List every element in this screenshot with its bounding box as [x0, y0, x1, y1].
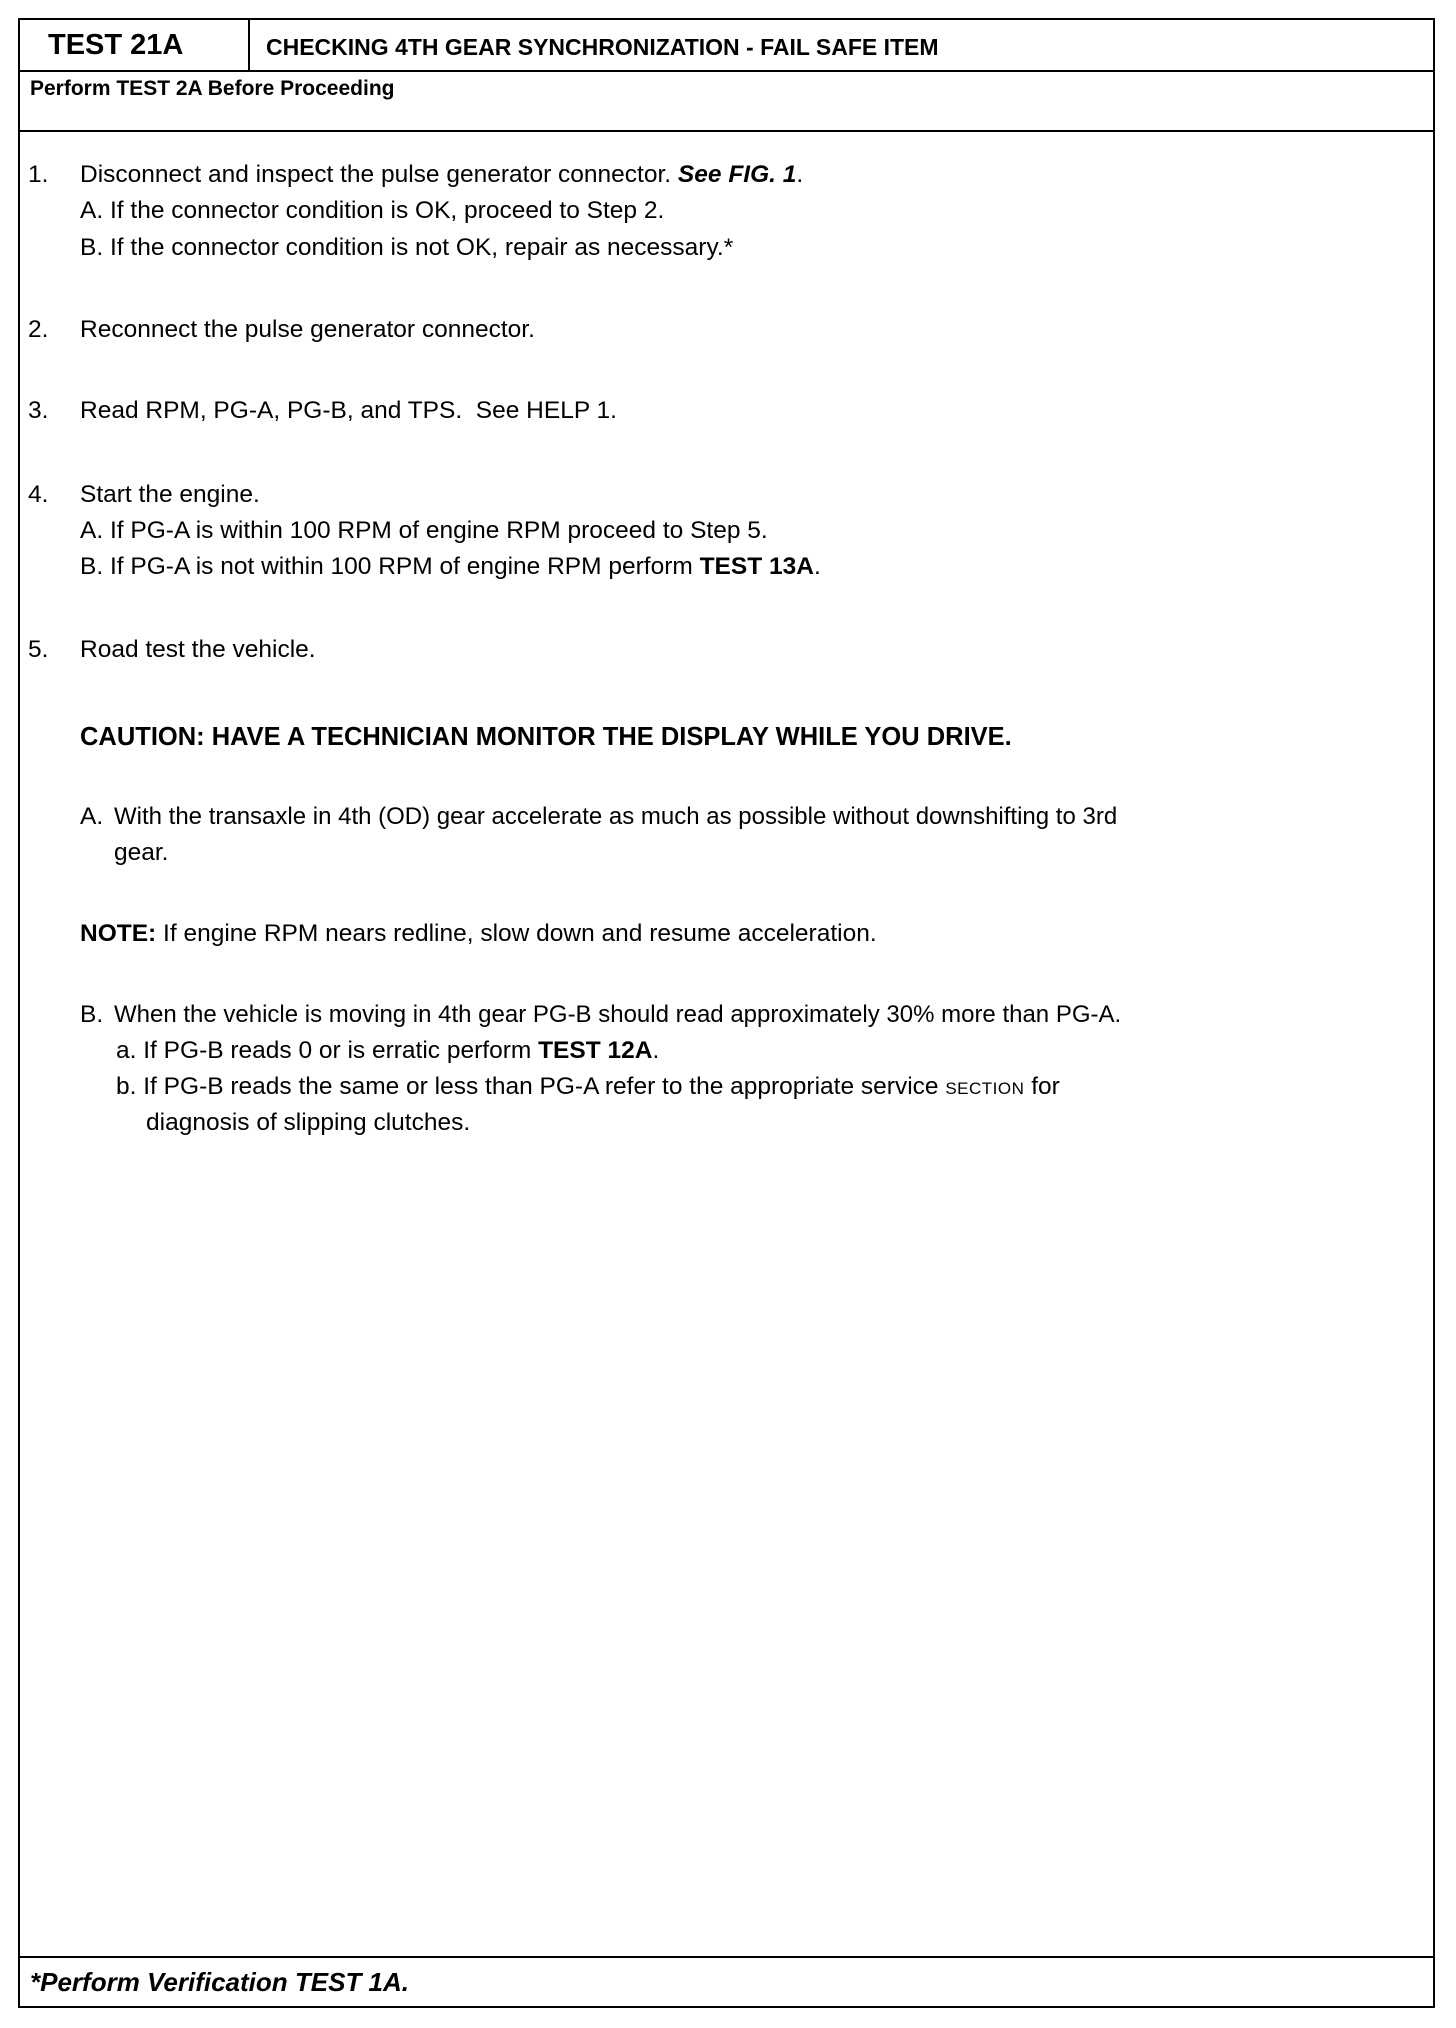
step-4b [80, 552, 821, 582]
verification-footer: *Perform Verification TEST 1A. [20, 1956, 1433, 2006]
step-1a-label: A. [80, 197, 104, 224]
test-13a-reference: TEST 13A [699, 553, 814, 580]
test-title: CHECKING 4TH GEAR SYNCHRONIZATION - FAIL SAFE ITEM [266, 34, 939, 60]
step-4b-text: If PG-A is not within 100 RPM of engine RPM perform [109, 553, 693, 580]
step-5-number: 5. [28, 636, 49, 663]
step-4-number: 4. [28, 481, 49, 508]
figure-reference: See FIG. 1 [677, 161, 797, 188]
step-4-text: Start the engine. [80, 481, 260, 508]
note-label: NOTE: [80, 920, 157, 947]
section-word: SECTION [945, 1079, 1025, 1098]
step-2-number: 2. [28, 316, 49, 343]
step-1b-text: If the connector condition is not OK, repair as necessary.* [109, 234, 734, 261]
step-5-text: Road test the vehicle. [80, 636, 316, 663]
step-5b-b [116, 1072, 1060, 1104]
step-2-text: Reconnect the pulse generator connector. [80, 316, 535, 343]
step-1-end: . [796, 161, 804, 188]
step-1b-label: B. [80, 234, 104, 261]
step-5b-a [116, 1036, 659, 1066]
step-3-number: 3. [28, 397, 49, 424]
header-row [20, 20, 1433, 72]
step-1b [80, 233, 733, 263]
step-3-text: Read RPM, PG-A, PG-B, and TPS. See HELP 1. [80, 397, 617, 424]
caution-note: CAUTION: HAVE A TECHNICIAN MONITOR THE DISPLAY WHILE YOU DRIVE. [80, 723, 1012, 751]
step-5b-text: When the vehicle is moving in 4th gear PG-B should read approximately 30% more than PG-A. [114, 1001, 1122, 1028]
procedure-body [20, 132, 1433, 1946]
step-5b-b-text: If PG-B reads the same or less than PG-A refer to the appropriate service [143, 1073, 939, 1100]
step-5b-a-end: . [652, 1037, 660, 1064]
test-procedure-sheet [18, 18, 1435, 2008]
step-5b-a-label: a. [116, 1037, 137, 1064]
step-4a-label: A. [80, 517, 104, 544]
step-4b-label: B. [80, 553, 104, 580]
prerequisite-note: Perform TEST 2A Before Proceeding [20, 72, 1433, 132]
step-1-number: 1. [28, 161, 49, 188]
step-5b-b-label: b. [116, 1073, 137, 1100]
step-4a-text: If PG-A is within 100 RPM of engine RPM proceed to Step 5. [109, 517, 768, 544]
step-1a-text: If the connector condition is OK, proceed to Step 2. [109, 197, 665, 224]
step-5b-b-text-end: for [1031, 1073, 1060, 1100]
step-5b-a-text: If PG-B reads 0 or is erratic perform [143, 1037, 532, 1064]
step-5b-b-text-cont: diagnosis of slipping clutches. [146, 1109, 471, 1136]
step-4b-end: . [813, 553, 821, 580]
step-1-text: Disconnect and inspect the pulse generator connector. [80, 161, 672, 188]
step-5b-label: B. [80, 1001, 104, 1028]
step-5a-text: With the transaxle in 4th (OD) gear accelerate as much as possible without downshifting to 3rd [114, 803, 1118, 830]
test-12a-reference: TEST 12A [538, 1037, 653, 1064]
step-5a-text-cont: gear. [114, 839, 169, 866]
note-text: If engine RPM nears redline, slow down and resume acceleration. [156, 920, 877, 947]
step-1 [80, 160, 803, 190]
step-4a [80, 516, 768, 546]
test-id: TEST 21A [20, 20, 250, 70]
step-5a-label: A. [80, 803, 104, 830]
note [80, 919, 877, 949]
step-1a [80, 196, 664, 226]
